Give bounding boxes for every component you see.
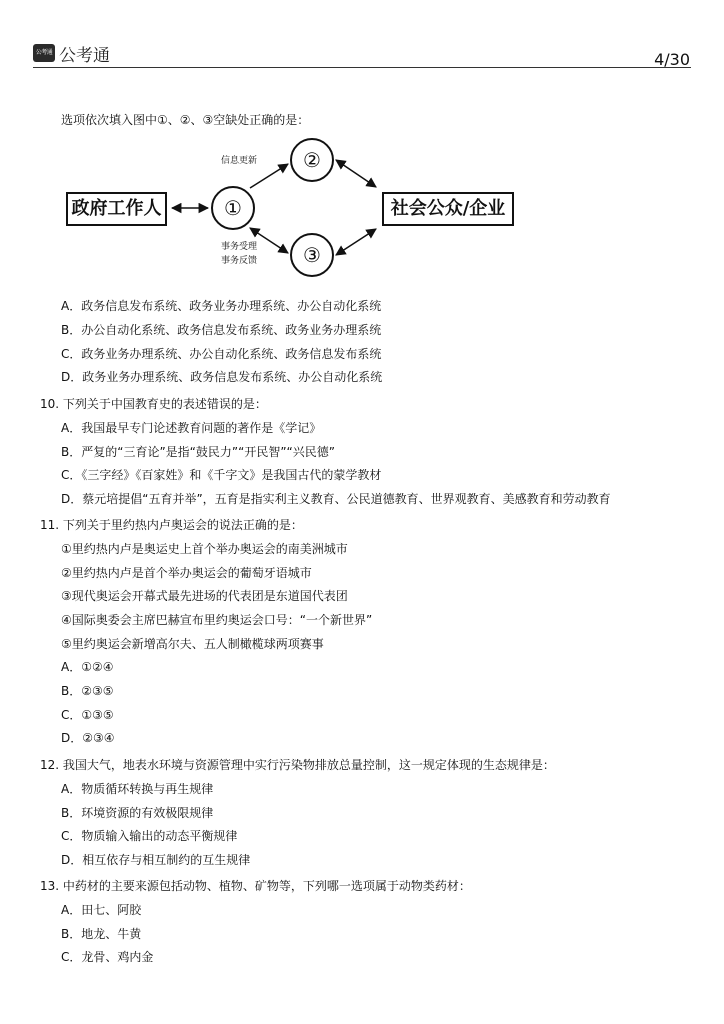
q11-option-d: D．②③④ [61, 731, 115, 745]
logo-icon: 公考通 [33, 44, 55, 62]
question-11-stem: 11. 下列关于里约热内卢奥运会的说法正确的是： [40, 518, 303, 532]
page-number: 4/30 [654, 50, 690, 69]
question-10-stem: 10. 下列关于中国教育史的表述错误的是： [40, 397, 267, 411]
q9-option-c: C．政务业务办理系统、办公自动化系统、政务信息发布系统 [61, 347, 382, 361]
q13-option-a: A．田七、阿胶 [61, 903, 142, 917]
arrow-c3-public [336, 229, 376, 255]
blank-circle-3: ③ [290, 233, 334, 277]
egov-diagram [60, 135, 540, 280]
q9-option-d: D．政务业务办理系统、政务信息发布系统、办公自动化系统 [61, 370, 383, 384]
public-enterprise-box: 社会公众/企业 [382, 192, 514, 226]
blank-circle-2: ② [290, 138, 334, 182]
label-info-update: 信息更新 [221, 156, 258, 166]
question-13-stem: 13. 中药材的主要来源包括动物、植物、矿物等，下列哪一选项属于动物类药材： [40, 879, 471, 893]
q11-item-4: ④国际奥委会主席巴赫宣布里约奥运会口号：“一个新世界” [61, 613, 373, 627]
label-affair-accept: 事务受理 [221, 242, 258, 252]
q9-option-b: B．办公自动化系统、政务信息发布系统、政务业务办理系统 [61, 323, 382, 337]
q11-item-3: ③现代奥运会开幕式最先进场的代表团是东道国代表团 [61, 589, 348, 603]
q13-option-c: C．龙骨、鸡内金 [61, 950, 154, 964]
q10-option-a: A．我国最早专门论述教育问题的著作是《学记》 [61, 421, 322, 435]
q10-option-c: C．《三字经》《百家姓》和《千字文》是我国古代的蒙学教材 [61, 468, 382, 482]
q9-option-a: A．政务信息发布系统、政务业务办理系统、办公自动化系统 [61, 299, 382, 313]
header-divider [33, 67, 691, 68]
q12-option-a: A．物质循环转换与再生规律 [61, 782, 214, 796]
q11-item-5: ⑤里约奥运会新增高尔夫、五人制橄榄球两项赛事 [61, 637, 324, 651]
q10-option-b: B．严复的“三育论”是指“鼓民力”“开民智”“兴民德” [61, 445, 335, 459]
q12-option-b: B．环境资源的有效极限规律 [61, 806, 214, 820]
q13-option-b: B．地龙、牛黄 [61, 927, 142, 941]
question-9-intro: 选项依次填入图中①、②、③空缺处正确的是： [61, 113, 310, 127]
q12-option-d: D．相互依存与相互制约的互生规律 [61, 853, 251, 867]
label-affair-feedback: 事务反馈 [221, 256, 258, 266]
q11-option-a: A．①②④ [61, 660, 114, 674]
q11-item-2: ②里约热内卢是首个举办奥运会的葡萄牙语城市 [61, 566, 312, 580]
arrow-c1-to-c2 [250, 164, 288, 188]
q10-option-d: D．蔡元培提倡“五育并举”，五育是指实利主义教育、公民道德教育、世界观教育、美感教育和劳动教育 [61, 492, 611, 506]
arrow-c2-public [336, 160, 376, 187]
q11-item-1: ①里约热内卢是奥运史上首个举办奥运会的南美洲城市 [61, 542, 348, 556]
gov-staff-box: 政府工作人 [66, 192, 167, 226]
page-header [0, 0, 724, 70]
q11-option-b: B．②③⑤ [61, 684, 114, 698]
q11-option-c: C．①③⑤ [61, 708, 114, 722]
logo-text: 公考通 [59, 46, 110, 66]
question-12-stem: 12. 我国大气，地表水环境与资源管理中实行污染物排放总量控制，这一规定体现的生态规律是： [40, 758, 555, 772]
q12-option-c: C．物质输入输出的动态平衡规律 [61, 829, 238, 843]
blank-circle-1: ① [211, 186, 255, 230]
